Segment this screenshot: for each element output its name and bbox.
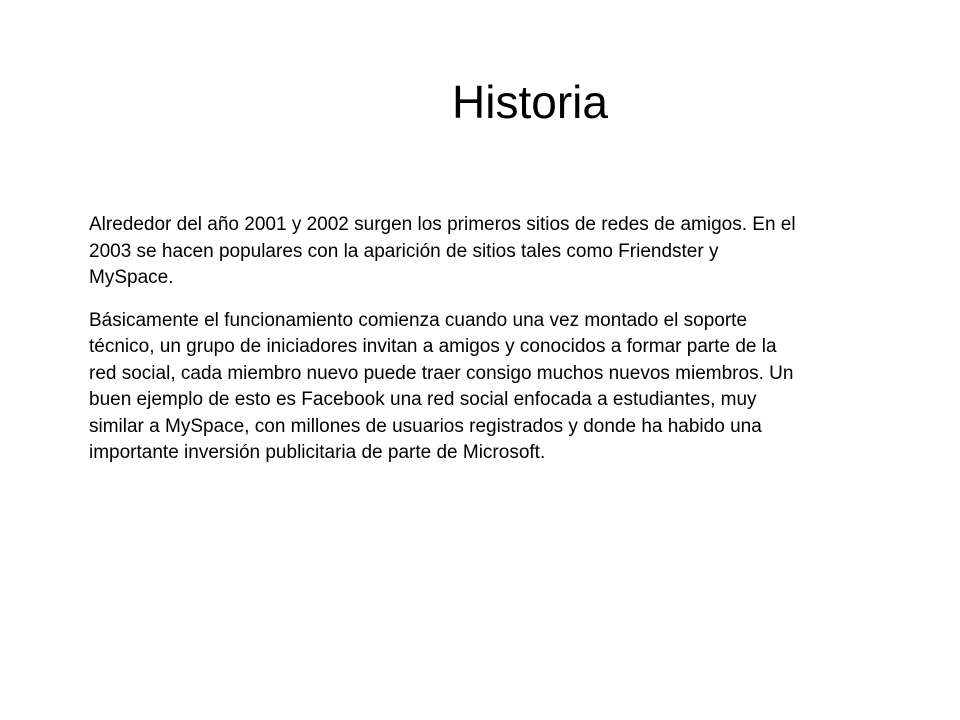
paragraph-how-it-works: Básicamente el funcionamiento comienza cuando una vez montado el soporte técnico, un grupo de iniciadores invitan a amigos y conocidos a formar parte de la red social, cada miembro nuevo puede traer consigo muchos nuevos miembros. Un buen ejemplo de esto es Facebook una red social enfocada a estudiantes, muy similar a MySpace, con millones de usuarios registrados y donde ha habido una importante inversión publicitaria de parte de Microsoft.: [89, 309, 794, 463]
slide-title: Historia: [452, 76, 608, 128]
paragraph-history-intro: Alrededor del año 2001 y 2002 surgen los primeros sitios de redes de amigos. En el 2003 se hacen populares con la aparición de sitios tales como Friendster y MySpace.: [89, 214, 796, 288]
slide-body: [89, 212, 801, 483]
